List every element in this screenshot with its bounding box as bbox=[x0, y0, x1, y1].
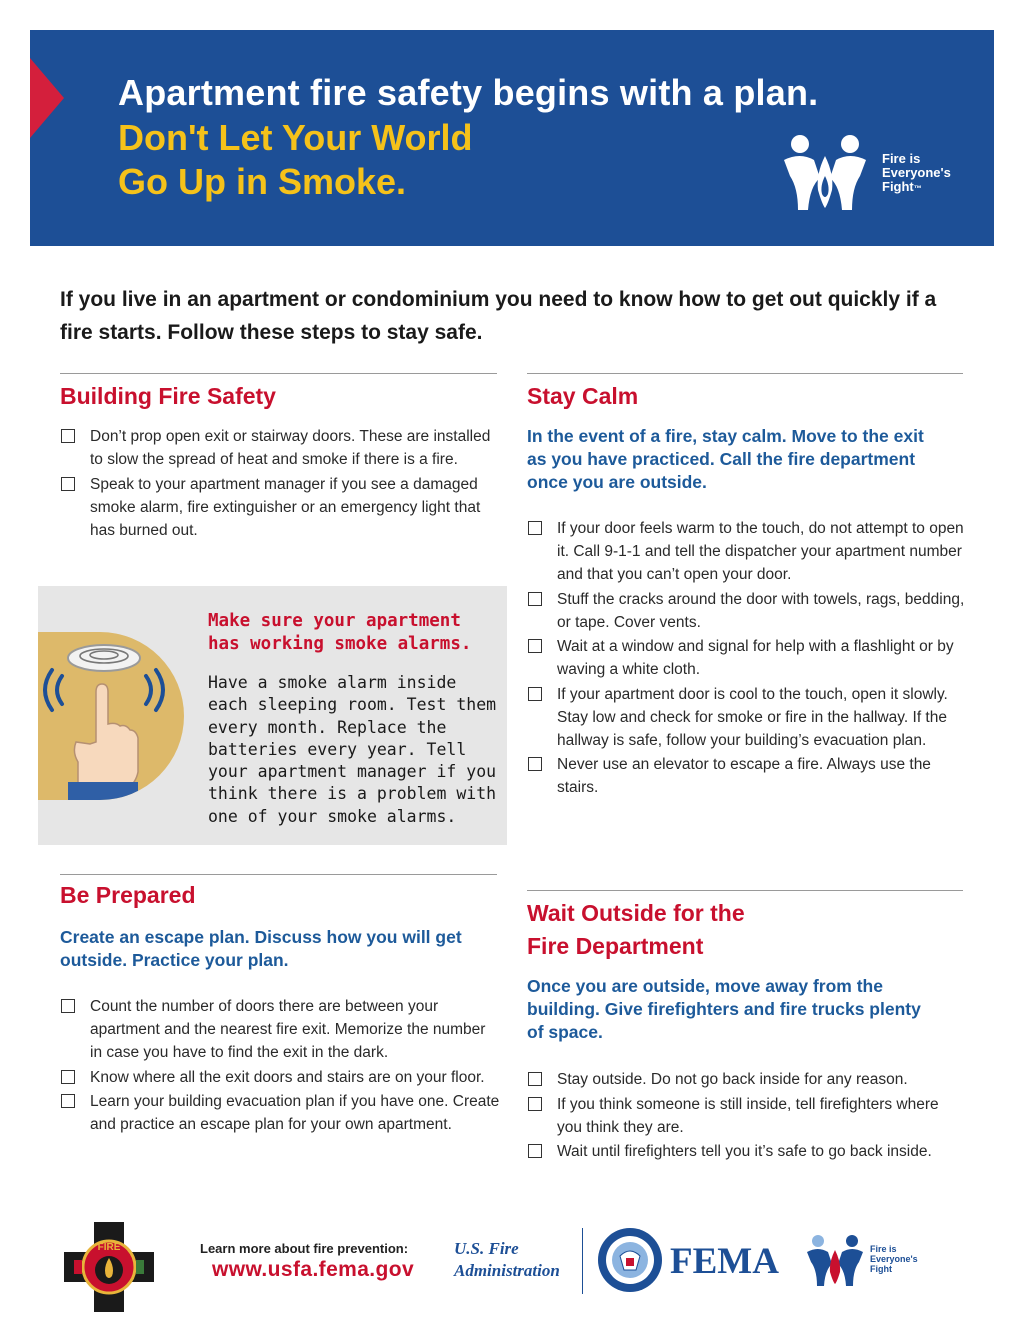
usfa-wordmark bbox=[454, 1238, 560, 1282]
logo-text-fight: Fight bbox=[882, 179, 914, 194]
footer-website-link[interactable]: www.usfa.fema.gov bbox=[212, 1258, 415, 1281]
list-item-text: Wait until firefighters tell you it’s safe to go back inside. bbox=[557, 1143, 932, 1160]
callout-title: Make sure your apartment has working smoke alarms. bbox=[208, 611, 472, 654]
section-title-wait-outside bbox=[527, 897, 745, 963]
intro-paragraph: If you live in an apartment or condominium you need to know how to get out quickly if a fire starts. Follow these steps to stay safe. bbox=[60, 288, 937, 344]
list-item-text: Know where all the exit doors and stairs are on your floor. bbox=[90, 1068, 485, 1086]
footer-logo-text-line2: Everyone's bbox=[870, 1254, 918, 1264]
list-item-text: If you think someone is still inside, tell firefighters where you think they are. bbox=[557, 1095, 939, 1136]
checklist-be-prepared bbox=[60, 995, 500, 1138]
logo-text-line1: Fire is bbox=[882, 151, 921, 166]
banner-headline: Apartment fire safety begins with a plan. bbox=[118, 72, 819, 113]
section-divider-building bbox=[60, 373, 497, 374]
section-divider-outside bbox=[527, 890, 963, 891]
callout-body: Have a smoke alarm inside each sleeping room. Test them every month. Replace the batteries every year. Tell your apartment manager if you think there is a problem with one of your smoke alarms. bbox=[208, 673, 497, 826]
list-item-text: If your apartment door is cool to the touch, open it slowly. Stay low and check for smoke or fire in the hallway. If the hallway is safe, follow your building’s evacuation plan. bbox=[557, 685, 948, 749]
footer-divider bbox=[582, 1228, 583, 1294]
usfa-line1: U.S. Fire bbox=[454, 1239, 519, 1258]
checkbox[interactable] bbox=[528, 1072, 542, 1086]
checkbox[interactable] bbox=[528, 592, 542, 606]
fema-wordmark: FEMA bbox=[670, 1241, 779, 1282]
section-title-be-prepared: Be Prepared bbox=[60, 882, 196, 908]
fire-is-everyones-fight-logo-icon bbox=[780, 130, 870, 220]
banner-tagline-line2: Go Up in Smoke. bbox=[118, 161, 407, 202]
list-item bbox=[60, 1066, 500, 1089]
smoke-alarm-callout bbox=[38, 586, 507, 845]
checklist-building-fire-safety bbox=[60, 425, 500, 543]
list-item-text: Never use an elevator to escape a fire. Always use the stairs. bbox=[557, 756, 931, 796]
section-divider-calm bbox=[527, 373, 963, 374]
checkbox[interactable] bbox=[528, 1097, 542, 1111]
smoke-alarm-icon bbox=[38, 632, 184, 800]
list-item-text: Count the number of doors there are between your apartment and the nearest fire exit. Memorize the number in case you have to find the exit in the dark. bbox=[90, 998, 486, 1061]
checkbox[interactable] bbox=[61, 1094, 75, 1108]
list-item bbox=[60, 473, 500, 542]
banner-tagline-line1: Don't Let Your World bbox=[118, 117, 473, 158]
checkbox[interactable] bbox=[528, 1144, 542, 1158]
footer-learn-more: Learn more about fire prevention: bbox=[200, 1241, 409, 1256]
list-item-text: Stay outside. Do not go back inside for any reason. bbox=[557, 1071, 908, 1088]
checkbox[interactable] bbox=[61, 477, 75, 491]
badge-fire-text: FIRE bbox=[97, 1242, 121, 1253]
lead-stay-calm: In the event of a fire, stay calm. Move to the exit as you have practiced. Call the fire department once you are outside. bbox=[527, 426, 924, 492]
section-title-stay-calm: Stay Calm bbox=[527, 383, 639, 409]
section-title-building-fire-safety: Building Fire Safety bbox=[60, 383, 276, 409]
list-item bbox=[60, 995, 500, 1064]
usfa-line2: Administration bbox=[454, 1261, 560, 1280]
list-item bbox=[527, 753, 967, 799]
list-item bbox=[527, 1068, 967, 1091]
logo-text-line3 bbox=[882, 180, 951, 196]
list-item bbox=[527, 1093, 967, 1139]
section-title-line2: Fire Department bbox=[527, 933, 704, 959]
banner-logo-text bbox=[882, 152, 951, 196]
checkbox[interactable] bbox=[61, 1070, 75, 1084]
list-item-text: Wait at a window and signal for help with a flashlight or by waving a white cloth. bbox=[557, 638, 954, 678]
checkbox[interactable] bbox=[528, 639, 542, 653]
logo-text-tm: ™ bbox=[913, 184, 922, 193]
logo-text-line2: Everyone's bbox=[882, 165, 951, 180]
list-item-text: Stuff the cracks around the door with towels, rags, bedding, or tape. Cover vents. bbox=[557, 590, 965, 631]
checkbox[interactable] bbox=[528, 757, 542, 771]
list-item bbox=[527, 683, 967, 752]
section-divider-prepared bbox=[60, 874, 497, 875]
lead-be-prepared: Create an escape plan. Discuss how you will get outside. Practice your plan. bbox=[60, 927, 462, 970]
list-item-text: Speak to your apartment manager if you see a damaged smoke alarm, fire extinguisher or an emergency light that has burned out. bbox=[90, 475, 481, 539]
checklist-wait-outside bbox=[527, 1068, 967, 1165]
section-title-line1: Wait Outside for the bbox=[527, 900, 745, 926]
checklist-stay-calm bbox=[527, 517, 967, 801]
footer-logo-text bbox=[870, 1244, 918, 1274]
banner-tagline bbox=[118, 116, 473, 204]
list-item-text: Don’t prop open exit or stairway doors. These are installed to slow the spread of heat and smoke if there is a fire. bbox=[90, 428, 491, 468]
fire-is-everyones-fight-footer-logo-icon bbox=[804, 1232, 866, 1290]
lead-wait-outside: Once you are outside, move away from the building. Give firefighters and fire trucks plenty of space. bbox=[527, 976, 921, 1042]
footer-logo-text-line3: Fight bbox=[870, 1264, 892, 1274]
fire-department-badge-icon bbox=[60, 1218, 158, 1316]
footer-logo-text-line1: Fire is bbox=[870, 1244, 897, 1254]
list-item-text: If your door feels warm to the touch, do not attempt to open it. Call 9-1-1 and tell the dispatcher your apartment number and that you can’t open your door. bbox=[557, 520, 964, 583]
checkbox[interactable] bbox=[61, 429, 75, 443]
homeland-security-seal-icon bbox=[596, 1226, 664, 1294]
list-item bbox=[60, 1090, 500, 1136]
smoke-alarm-illustration bbox=[38, 632, 184, 800]
list-item bbox=[527, 1140, 967, 1163]
banner-arrow-shape bbox=[30, 58, 64, 138]
list-item bbox=[527, 635, 967, 681]
list-item bbox=[60, 425, 500, 471]
checkbox[interactable] bbox=[528, 521, 542, 535]
list-item bbox=[527, 517, 967, 586]
list-item-text: Learn your building evacuation plan if you have one. Create and practice an escape plan for your own apartment. bbox=[90, 1093, 500, 1133]
checkbox[interactable] bbox=[61, 999, 75, 1013]
checkbox[interactable] bbox=[528, 687, 542, 701]
list-item bbox=[527, 588, 967, 634]
